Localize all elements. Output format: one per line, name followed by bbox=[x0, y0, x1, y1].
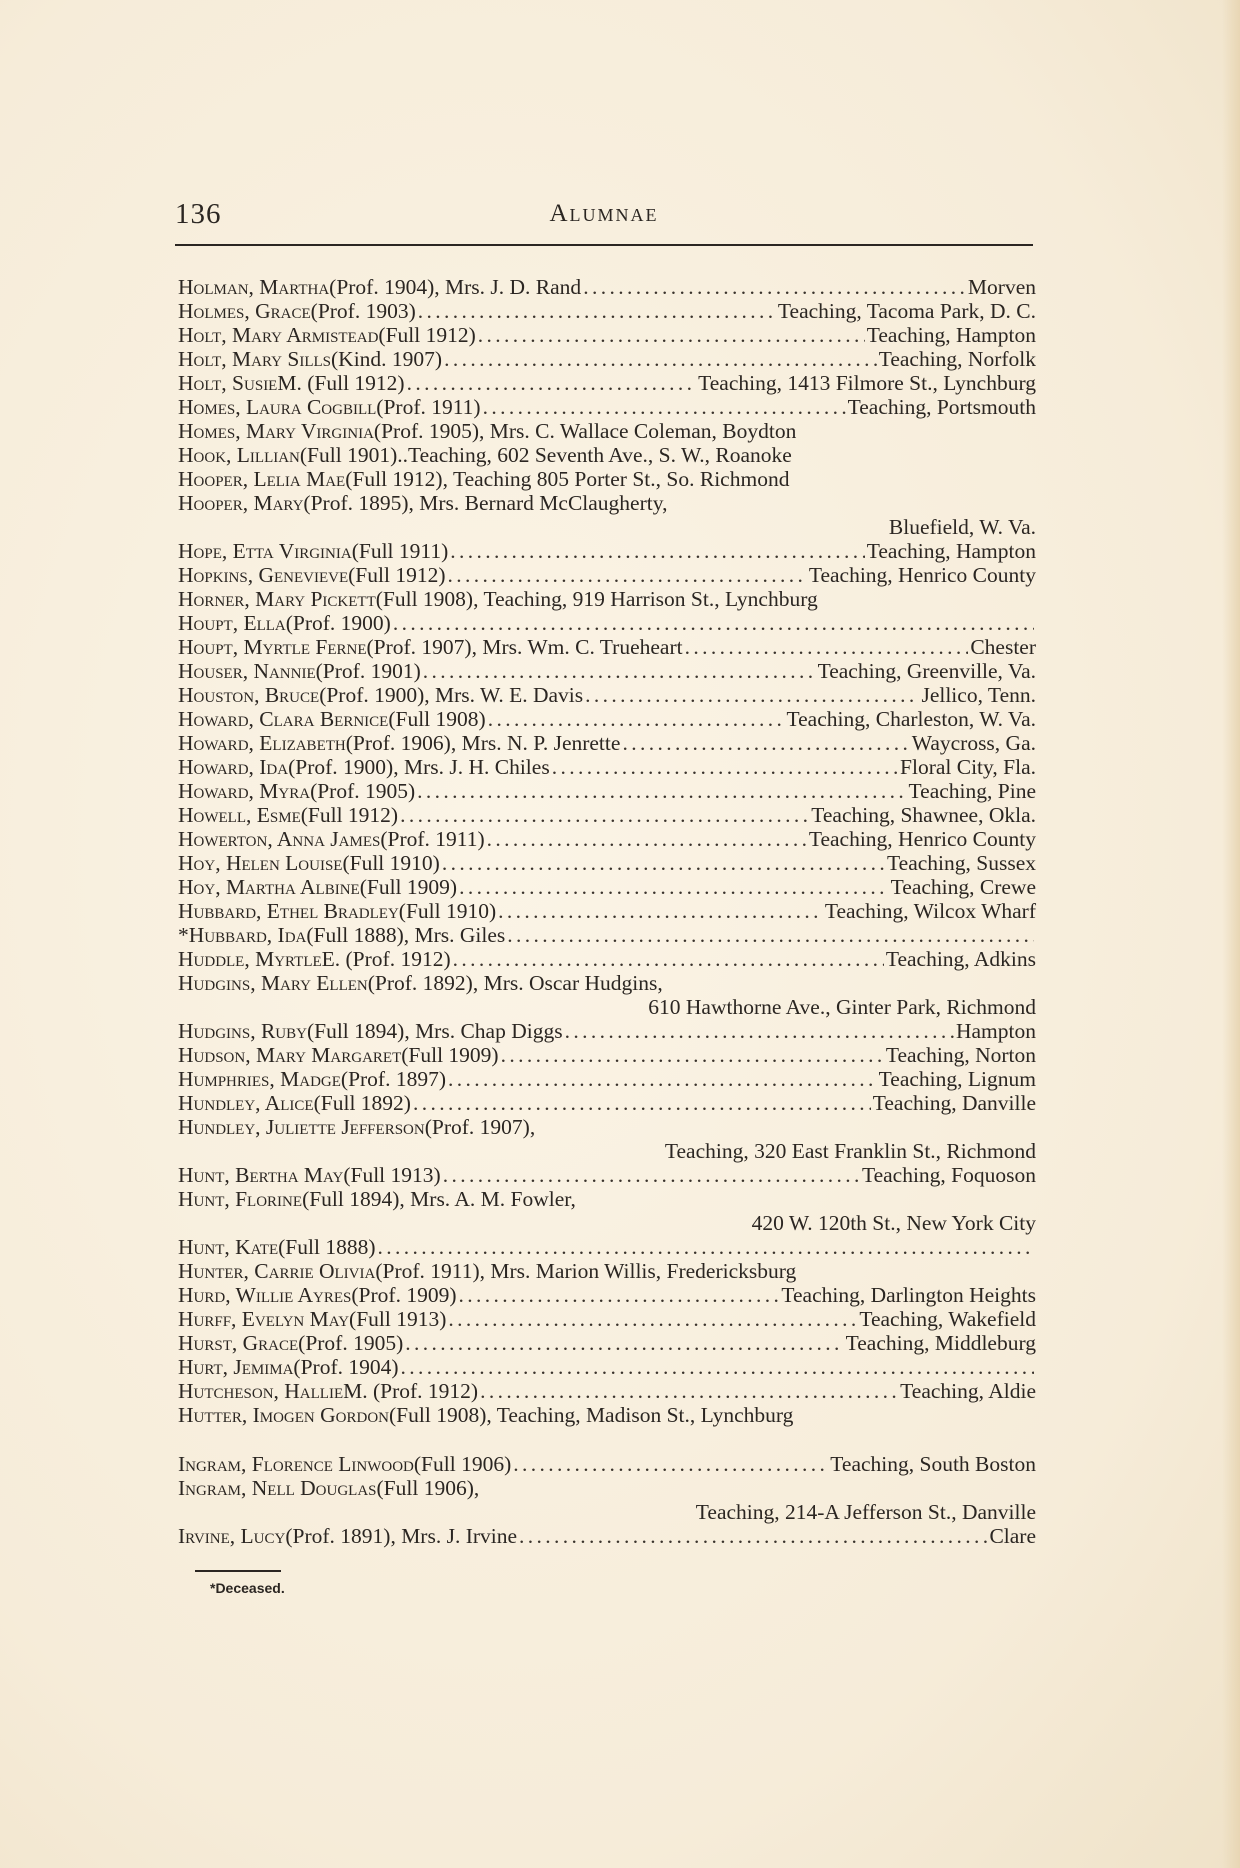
list-item bbox=[178, 635, 1036, 659]
entry-line bbox=[178, 323, 1036, 347]
entry-line bbox=[178, 1307, 1036, 1331]
entry-line bbox=[178, 731, 1036, 755]
dot-leader bbox=[478, 323, 865, 347]
dot-leader bbox=[400, 803, 809, 827]
alumna-info: (Prof. 1891), Mrs. J. Irvine bbox=[285, 1524, 518, 1548]
running-head: Alumnae bbox=[549, 200, 659, 227]
alumna-destination: Teaching, Portsmouth bbox=[847, 395, 1036, 419]
alumna-info: (Full 1888), Mrs. Giles bbox=[306, 923, 506, 947]
entry-line bbox=[178, 1355, 1036, 1379]
dot-leader bbox=[488, 707, 785, 731]
list-item bbox=[178, 803, 1036, 827]
alumna-name: Hoy, Helen Louise bbox=[178, 851, 343, 875]
dot-leader bbox=[378, 1235, 1035, 1259]
alumna-name: Ingram, Nell Douglas bbox=[178, 1476, 377, 1500]
alumna-destination: Teaching, Adkins bbox=[885, 947, 1036, 971]
entry-line bbox=[178, 1235, 1036, 1259]
alumna-name: Hutter, Imogen Gordon bbox=[178, 1403, 389, 1427]
alumna-name: Holt, Susie bbox=[178, 371, 278, 395]
alumna-name: Hurt, Jemima bbox=[178, 1355, 294, 1379]
entry-line bbox=[178, 923, 1036, 947]
alumna-name: Howard, Clara Bernice bbox=[178, 707, 389, 731]
dot-leader bbox=[459, 875, 889, 899]
list-item bbox=[178, 1163, 1036, 1187]
alumna-destination: Teaching, Norfolk bbox=[878, 347, 1036, 371]
dot-leader bbox=[453, 947, 884, 971]
list-item bbox=[178, 1403, 1036, 1427]
alumna-info: (Prof. 1905) bbox=[310, 779, 416, 803]
alumna-info: (Full 1908), Teaching, 919 Harrison St., Lynchburg bbox=[375, 587, 818, 611]
entry-line bbox=[178, 659, 1036, 683]
entry-line bbox=[178, 1187, 1036, 1211]
dot-leader bbox=[507, 923, 1034, 947]
alumna-destination: Teaching, Danville bbox=[872, 1091, 1036, 1115]
entry-line bbox=[178, 299, 1036, 323]
alumna-name: Holman, Martha bbox=[178, 275, 330, 299]
alumna-info: (Full 1910) bbox=[342, 851, 440, 875]
list-item bbox=[178, 299, 1036, 323]
list-item bbox=[178, 1379, 1036, 1403]
page-edge-shadow bbox=[1222, 0, 1240, 1868]
alumna-destination: Teaching, South Boston bbox=[830, 1452, 1036, 1476]
list-item bbox=[178, 275, 1036, 299]
alumna-info: (Full 1910) bbox=[398, 899, 497, 923]
list-item bbox=[178, 419, 1036, 443]
list-item bbox=[178, 491, 1036, 539]
alumna-destination: Teaching, Wakefield bbox=[859, 1307, 1036, 1331]
alumna-info: (Full 1913) bbox=[343, 1163, 441, 1187]
alumna-info: (Full 1901)..Teaching, 602 Seventh Ave., S. W., Roanoke bbox=[299, 443, 792, 467]
alumna-info: (Prof. 1901) bbox=[315, 659, 421, 683]
dot-leader bbox=[519, 1524, 987, 1548]
alumna-destination: Teaching, Hampton bbox=[866, 323, 1036, 347]
entry-line bbox=[178, 851, 1036, 875]
dot-leader bbox=[444, 347, 877, 371]
alumna-name: Hudgins, Ruby bbox=[178, 1019, 307, 1043]
entry-line bbox=[178, 1524, 1036, 1548]
dot-leader bbox=[585, 683, 919, 707]
entry-line bbox=[178, 347, 1036, 371]
entry-line bbox=[178, 539, 1036, 563]
list-item bbox=[178, 851, 1036, 875]
dot-leader bbox=[450, 539, 864, 563]
alumna-info: (Full 1912) bbox=[348, 563, 446, 587]
list-item bbox=[178, 923, 1036, 947]
alumna-name: Horner, Mary Pickett bbox=[178, 587, 376, 611]
list-item bbox=[178, 1259, 1036, 1283]
alumna-info: (Prof. 1911), Mrs. Marion Willis, Fredericksburg bbox=[375, 1259, 797, 1283]
footnote: *Deceased. bbox=[210, 1580, 285, 1596]
list-item bbox=[178, 1283, 1036, 1307]
header-rule bbox=[175, 244, 1033, 246]
entry-line bbox=[178, 1115, 1036, 1139]
list-item bbox=[178, 1043, 1036, 1067]
entry-line bbox=[178, 1452, 1036, 1476]
dot-leader bbox=[565, 1019, 954, 1043]
alumna-info: (Prof. 1909) bbox=[351, 1283, 457, 1307]
dot-leader bbox=[423, 659, 816, 683]
alumna-destination: Teaching, Foquoson bbox=[861, 1163, 1036, 1187]
dot-leader bbox=[583, 275, 966, 299]
entry-line bbox=[178, 683, 1036, 707]
entry-line bbox=[178, 611, 1036, 635]
list-item bbox=[178, 1355, 1036, 1379]
list-item bbox=[178, 347, 1036, 371]
list-item bbox=[178, 467, 1036, 491]
alumna-info: (Prof. 1900), Mrs. J. H. Chiles bbox=[288, 755, 550, 779]
entry-continuation: Bluefield, W. Va. bbox=[888, 515, 1036, 539]
list-item bbox=[178, 731, 1036, 755]
alumna-info: (Prof. 1895), Mrs. Bernard McClaugherty, bbox=[303, 491, 668, 515]
alumna-info: (Full 1894), Mrs. A. M. Fowler, bbox=[302, 1187, 576, 1211]
entry-line bbox=[178, 971, 1036, 995]
alumna-info: (Full 1909) bbox=[401, 1043, 499, 1067]
list-item bbox=[178, 827, 1036, 851]
dot-leader bbox=[413, 1091, 871, 1115]
alumna-name: Hopkins, Genevieve bbox=[178, 563, 349, 587]
alumna-destination: Teaching, Henrico County bbox=[808, 563, 1036, 587]
alumna-destination: Teaching, Lignum bbox=[878, 1067, 1036, 1091]
alumna-name: Hundley, Juliette Jefferson bbox=[178, 1115, 425, 1139]
alumna-name: Hunt, Kate bbox=[178, 1235, 279, 1259]
alumna-info: (Full 1892) bbox=[313, 1091, 411, 1115]
alumna-destination: Teaching, Greenville, Va. bbox=[817, 659, 1036, 683]
dot-leader bbox=[407, 371, 697, 395]
list-item bbox=[178, 1187, 1036, 1235]
entry-line bbox=[178, 467, 1036, 491]
alumna-name: Hoy, Martha Albine bbox=[178, 875, 360, 899]
alumna-info: (Prof. 1900), Mrs. W. E. Davis bbox=[319, 683, 584, 707]
list-item bbox=[178, 563, 1036, 587]
list-item bbox=[178, 875, 1036, 899]
alumna-destination: Teaching, Sussex bbox=[887, 851, 1036, 875]
alumna-info: (Prof. 1892), Mrs. Oscar Hudgins, bbox=[367, 971, 663, 995]
list-item bbox=[178, 1019, 1036, 1043]
list-item bbox=[178, 947, 1036, 971]
entry-line bbox=[178, 1259, 1036, 1283]
dot-leader bbox=[448, 1067, 877, 1091]
alumna-info: (Kind. 1907) bbox=[331, 347, 443, 371]
alumna-name: Hurst, Grace bbox=[178, 1331, 299, 1355]
entry-line bbox=[178, 419, 1036, 443]
alumna-destination: Teaching, Shawnee, Okla. bbox=[811, 803, 1036, 827]
alumna-name: Ingram, Florence Linwood bbox=[178, 1452, 414, 1476]
list-item bbox=[178, 683, 1036, 707]
alumna-destination: Jellico, Tenn. bbox=[921, 683, 1036, 707]
alumna-destination: Floral City, Fla. bbox=[900, 755, 1036, 779]
entry-line bbox=[178, 1283, 1036, 1307]
list-item bbox=[178, 755, 1036, 779]
dot-leader bbox=[622, 731, 909, 755]
alumna-destination: Teaching, Middleburg bbox=[845, 1331, 1036, 1355]
entry-line bbox=[178, 1019, 1036, 1043]
alumna-info: (Full 1908) bbox=[388, 707, 486, 731]
dot-leader bbox=[685, 635, 969, 659]
dot-leader bbox=[459, 1283, 780, 1307]
alumna-info: (Prof. 1897) bbox=[340, 1067, 447, 1091]
page-number: 136 bbox=[175, 198, 222, 230]
alumna-destination: Teaching, Aldie bbox=[900, 1379, 1036, 1403]
list-item bbox=[178, 371, 1036, 395]
dot-leader bbox=[443, 1163, 860, 1187]
alumna-destination: Teaching, Pine bbox=[908, 779, 1036, 803]
entry-line bbox=[178, 803, 1036, 827]
alumna-info: (Full 1913) bbox=[349, 1307, 447, 1331]
list-item bbox=[178, 395, 1036, 419]
alumna-name: Homes, Laura Cogbill bbox=[178, 395, 377, 419]
alumna-destination: Teaching, Darlington Heights bbox=[781, 1283, 1036, 1307]
dot-leader bbox=[480, 1379, 898, 1403]
alumna-destination: Teaching, 1413 Filmore St., Lynchburg bbox=[698, 371, 1036, 395]
list-item bbox=[178, 1524, 1036, 1548]
entry-line bbox=[178, 1091, 1036, 1115]
list-item bbox=[178, 1307, 1036, 1331]
alumna-name: Howard, Ida bbox=[178, 755, 289, 779]
alumna-destination: Teaching, Hampton bbox=[866, 539, 1036, 563]
dot-leader bbox=[405, 1331, 843, 1355]
entry-continuation: 420 W. 120th St., New York City bbox=[751, 1211, 1036, 1235]
dot-leader bbox=[417, 779, 906, 803]
alumna-info: (Prof. 1904), Mrs. J. D. Rand bbox=[329, 275, 582, 299]
alumna-destination: Teaching, Wilcox Wharf bbox=[824, 899, 1036, 923]
dot-leader bbox=[418, 299, 776, 323]
alumna-destination: Morven bbox=[967, 275, 1036, 299]
list-item bbox=[178, 443, 1036, 467]
alumna-name: Houser, Nannie bbox=[178, 659, 316, 683]
alumna-info: (Full 1911) bbox=[351, 539, 449, 563]
alumna-name: Humphries, Madge bbox=[178, 1067, 341, 1091]
dot-leader bbox=[442, 851, 885, 875]
entry-line bbox=[178, 1403, 1036, 1427]
alumna-name: Houpt, Ella bbox=[178, 611, 286, 635]
entry-line bbox=[178, 443, 1036, 467]
list-item bbox=[178, 1452, 1036, 1476]
alumna-info: (Prof. 1906), Mrs. N. P. Jenrette bbox=[345, 731, 621, 755]
dot-leader bbox=[501, 1043, 884, 1067]
alumna-name: Hurd, Willie Ayres bbox=[178, 1283, 352, 1307]
entry-line bbox=[178, 1043, 1036, 1067]
alumna-info: (Full 1906), bbox=[376, 1476, 480, 1500]
entry-line bbox=[178, 875, 1036, 899]
alumna-name: Howerton, Anna James bbox=[178, 827, 381, 851]
list-item bbox=[178, 899, 1036, 923]
alumna-name: *Hubbard, Ida bbox=[178, 923, 307, 947]
entry-line bbox=[178, 635, 1036, 659]
list-item bbox=[178, 587, 1036, 611]
entry-line bbox=[178, 587, 1036, 611]
alumna-info: (Full 1908), Teaching, Madison St., Lynchburg bbox=[389, 1403, 794, 1427]
entry-line bbox=[178, 491, 1036, 515]
footnote-rule bbox=[195, 1570, 281, 1572]
entry-line bbox=[178, 1379, 1036, 1403]
alumna-name: Houpt, Myrtle Ferne bbox=[178, 635, 367, 659]
alumna-name: Hunt, Florine bbox=[178, 1187, 303, 1211]
list-item bbox=[178, 1067, 1036, 1091]
alumna-destination: Chester bbox=[970, 635, 1036, 659]
alumna-info: (Full 1894), Mrs. Chap Diggs bbox=[306, 1019, 563, 1043]
alumnae-list bbox=[178, 275, 1036, 1548]
dot-leader bbox=[552, 755, 898, 779]
alumna-info: (Prof. 1905) bbox=[298, 1331, 404, 1355]
alumna-destination: Clare bbox=[989, 1524, 1036, 1548]
dot-leader bbox=[498, 899, 823, 923]
list-item bbox=[178, 611, 1036, 635]
entry-continuation: Teaching, 214-A Jefferson St., Danville bbox=[695, 1500, 1036, 1524]
alumna-name: Hudgins, Mary Ellen bbox=[178, 971, 368, 995]
alumna-name: Hubbard, Ethel Bradley bbox=[178, 899, 399, 923]
dot-leader bbox=[513, 1452, 828, 1476]
alumna-destination: Teaching, Tacoma Park, D. C. bbox=[777, 299, 1036, 323]
list-item bbox=[178, 1331, 1036, 1355]
alumna-destination: Hampton bbox=[955, 1019, 1036, 1043]
alumna-destination: Teaching, Norton bbox=[885, 1043, 1036, 1067]
alumna-info: (Full 1912) bbox=[378, 323, 476, 347]
alumna-info: (Prof. 1911) bbox=[376, 395, 481, 419]
entry-line bbox=[178, 779, 1036, 803]
dot-leader bbox=[448, 1307, 857, 1331]
entry-line bbox=[178, 371, 1036, 395]
dot-leader bbox=[447, 563, 806, 587]
dot-leader bbox=[393, 611, 1034, 635]
list-item bbox=[178, 1115, 1036, 1163]
alumna-info: (Full 1909) bbox=[359, 875, 458, 899]
alumna-info: (Full 1888) bbox=[278, 1235, 376, 1259]
list-item bbox=[178, 323, 1036, 347]
entry-line bbox=[178, 275, 1036, 299]
alumna-name: Holt, Mary Armistead bbox=[178, 323, 379, 347]
alumna-destination: Teaching, Charleston, W. Va. bbox=[786, 707, 1036, 731]
alumna-info: (Full 1912) bbox=[300, 803, 399, 827]
alumna-name: Holt, Mary Sills bbox=[178, 347, 332, 371]
entry-line bbox=[178, 1331, 1036, 1355]
alumna-info: E. (Prof. 1912) bbox=[321, 947, 451, 971]
alumna-name: Hook, Lillian bbox=[178, 443, 300, 467]
list-item bbox=[178, 659, 1036, 683]
alumna-name: Hope, Etta Virginia bbox=[178, 539, 352, 563]
alumna-name: Hunter, Carrie Olivia bbox=[178, 1259, 376, 1283]
entry-line bbox=[178, 827, 1036, 851]
alumna-name: Howard, Myra bbox=[178, 779, 311, 803]
alumna-name: Hutcheson, Hallie bbox=[178, 1379, 344, 1403]
alumna-name: Houston, Bruce bbox=[178, 683, 320, 707]
alumna-name: Howard, Elizabeth bbox=[178, 731, 346, 755]
entry-continuation: 610 Hawthorne Ave., Ginter Park, Richmond bbox=[648, 995, 1036, 1019]
alumna-info: (Prof. 1907), Mrs. Wm. C. Trueheart bbox=[366, 635, 683, 659]
entry-line bbox=[178, 1163, 1036, 1187]
entry-line bbox=[178, 899, 1036, 923]
entry-line bbox=[178, 395, 1036, 419]
alumna-name: Hurff, Evelyn May bbox=[178, 1307, 350, 1331]
entry-line bbox=[178, 1067, 1036, 1091]
entry-line bbox=[178, 563, 1036, 587]
dot-leader bbox=[487, 827, 807, 851]
entry-continuation: Teaching, 320 East Franklin St., Richmond bbox=[664, 1139, 1036, 1163]
alumna-name: Hudson, Mary Margaret bbox=[178, 1043, 402, 1067]
alumna-info: (Prof. 1903) bbox=[310, 299, 416, 323]
alumna-name: Howell, Esme bbox=[178, 803, 301, 827]
alumna-info: (Full 1912), Teaching 805 Porter St., So. Richmond bbox=[345, 467, 790, 491]
alumna-name: Huddle, Myrtle bbox=[178, 947, 322, 971]
alumna-name: Irvine, Lucy bbox=[178, 1524, 286, 1548]
alumna-name: Hooper, Lelia Mae bbox=[178, 467, 346, 491]
list-item bbox=[178, 779, 1036, 803]
alumna-info: (Prof. 1904) bbox=[293, 1355, 399, 1379]
page-header bbox=[175, 198, 1033, 232]
alumna-info: M. (Full 1912) bbox=[277, 371, 405, 395]
list-item bbox=[178, 1091, 1036, 1115]
alumna-destination: Teaching, Crewe bbox=[890, 875, 1036, 899]
alumna-name: Hundley, Alice bbox=[178, 1091, 314, 1115]
alumna-info: (Prof. 1907), bbox=[424, 1115, 536, 1139]
entry-line bbox=[178, 1476, 1036, 1500]
alumna-info: (Full 1906) bbox=[413, 1452, 512, 1476]
entry-line bbox=[178, 755, 1036, 779]
alumna-name: Holmes, Grace bbox=[178, 299, 311, 323]
alumna-info: (Prof. 1905), Mrs. C. Wallace Coleman, Boydton bbox=[373, 419, 797, 443]
alumna-info: (Prof. 1900) bbox=[285, 611, 391, 635]
alumna-destination: Teaching, Henrico County bbox=[808, 827, 1036, 851]
alumna-name: Homes, Mary Virginia bbox=[178, 419, 374, 443]
dot-leader bbox=[483, 395, 846, 419]
list-item bbox=[178, 971, 1036, 1019]
dot-leader bbox=[401, 1355, 1034, 1379]
list-item bbox=[178, 707, 1036, 731]
list-item bbox=[178, 1476, 1036, 1524]
alumna-info: M. (Prof. 1912) bbox=[343, 1379, 479, 1403]
alumna-info: (Prof. 1911) bbox=[380, 827, 485, 851]
alumna-name: Hunt, Bertha May bbox=[178, 1163, 344, 1187]
alumna-name: Hooper, Mary bbox=[178, 491, 304, 515]
list-item bbox=[178, 539, 1036, 563]
alumna-destination: Waycross, Ga. bbox=[911, 731, 1036, 755]
entry-line bbox=[178, 707, 1036, 731]
entry-line bbox=[178, 947, 1036, 971]
list-item bbox=[178, 1235, 1036, 1259]
